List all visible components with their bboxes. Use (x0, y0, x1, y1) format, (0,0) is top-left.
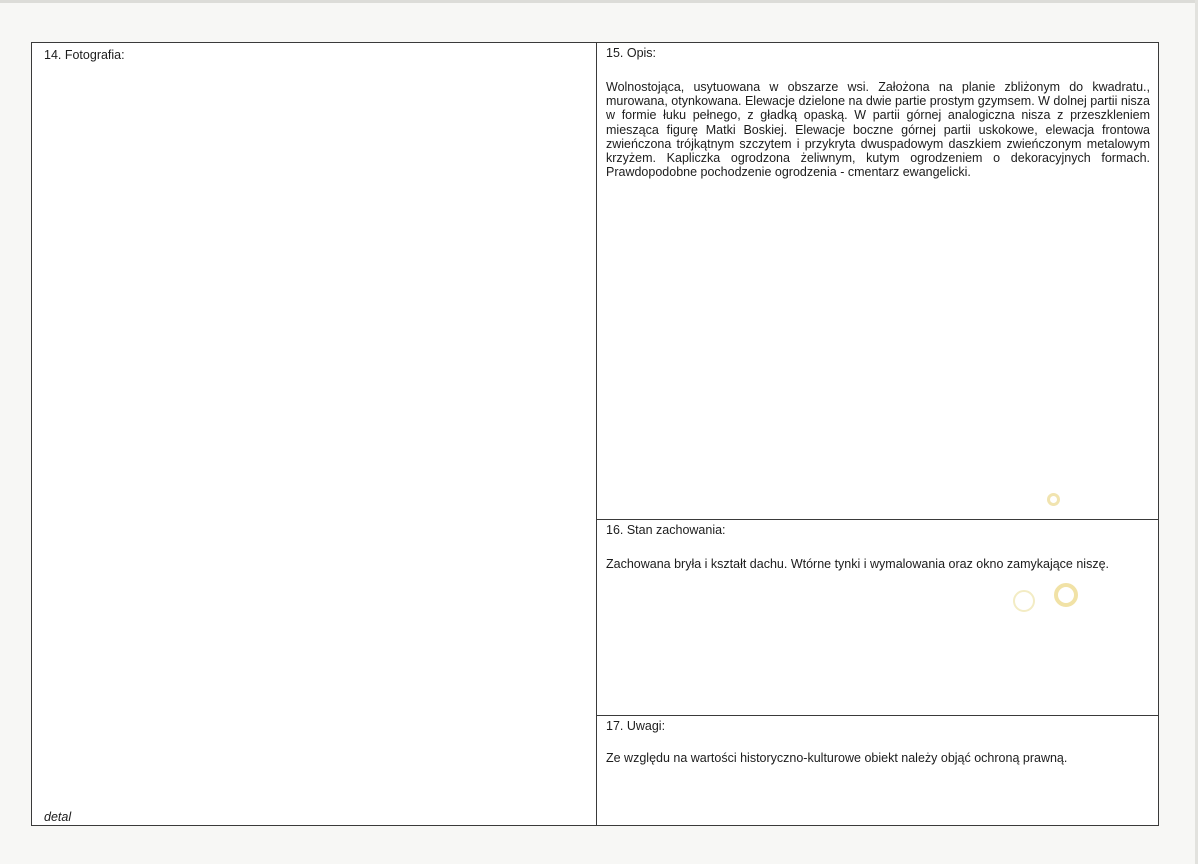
details-column (597, 43, 1158, 825)
remarks-label: 17. Uwagi: (606, 719, 666, 733)
remarks-section (597, 716, 1158, 825)
description-section (597, 43, 1158, 520)
description-text: Wolnostojąca, usytuowana w obszarze wsi. Założona na planie zbliżonym do kwadratu., murowana, otynkowana. Elewacje dzielone na dwie partie prostym gzymsem. W dolnej partii nisza w formie łuku pełnego, z gładką opaską. W partii górnej analogiczna nisza z przeszkleniem mieszącа figurę Matki Boskiej. Elewacje boczne górnej partii uskokowe, elewacja frontowa zwieńczona trójkątnym szczytem i przykryta dwuspadowym daszkiem zwieńczonym metalowym krzyżem. Kapliczka ogrodzona żeliwnym, kutym ogrodzeniem o dekoracyjnych formach. Prawdopodobne pochodzenie ogrodzenia - cmentarz ewangelicki. (606, 80, 1151, 180)
condition-text: Zachowana bryła i kształt dachu. Wtórne tynki i wymalowania oraz okno zamykające niszę. (606, 557, 1109, 571)
photo-caption: detal (44, 810, 72, 824)
remarks-text: Ze względu na wartości historyczno-kulturowe obiekt należy objąć ochroną prawną. (606, 751, 1068, 765)
description-label: 15. Opis: (606, 46, 657, 60)
sheet-edge-top (0, 0, 1198, 3)
record-card-form (31, 42, 1159, 826)
photo-cell (32, 43, 597, 825)
condition-label: 16. Stan zachowania: (606, 523, 726, 537)
photo-label: 14. Fotografia: (44, 48, 125, 62)
condition-section (597, 520, 1158, 716)
